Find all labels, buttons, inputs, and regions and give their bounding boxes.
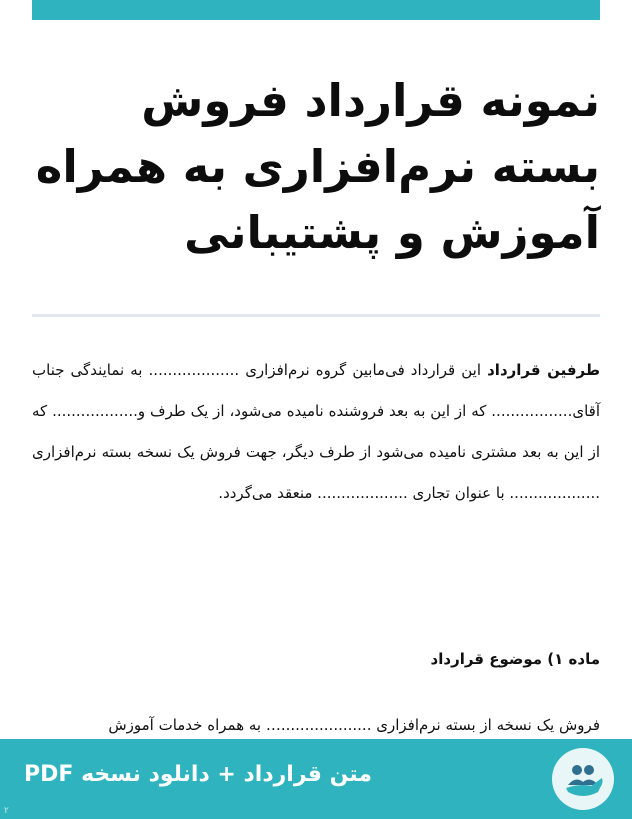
- corner-mark: ٢: [4, 806, 9, 816]
- section-paragraph: فروش یک نسخه از بسته نرم‌افزاری ...................… به همراه خدمات آموزش: [108, 716, 600, 734]
- top-accent-bar: [32, 0, 600, 20]
- download-banner[interactable]: [0, 739, 632, 819]
- download-banner-text[interactable]: متن قرارداد + دانلود نسخه PDF: [24, 762, 372, 787]
- parties-label: طرفین قرارداد: [487, 361, 600, 379]
- page-title: نمونه قرارداد فروش بسته نرم‌افزاری به همراه آموزش و پشتیبانی: [35, 74, 600, 259]
- parties-text: این قرارداد فی‌مابین گروه نرم‌افزاری ................... به نمایندگی جناب آقای................. که از این به بعد فروشنده نامیده می‌شود، از یک طرف و.................. که از این به بعد مشتری نامیده می‌شود از طرف دیگر، جهت فروش یک نسخه بسته نرم‌افزاری ................... با عنوان تجاری ................... منعقد می‌گردد.: [32, 361, 600, 502]
- parties-paragraph: [32, 350, 600, 514]
- people-hand-logo-icon: [552, 748, 614, 810]
- title-divider: [32, 314, 600, 317]
- section-heading: ماده ۱) موضوع قرارداد: [430, 650, 600, 668]
